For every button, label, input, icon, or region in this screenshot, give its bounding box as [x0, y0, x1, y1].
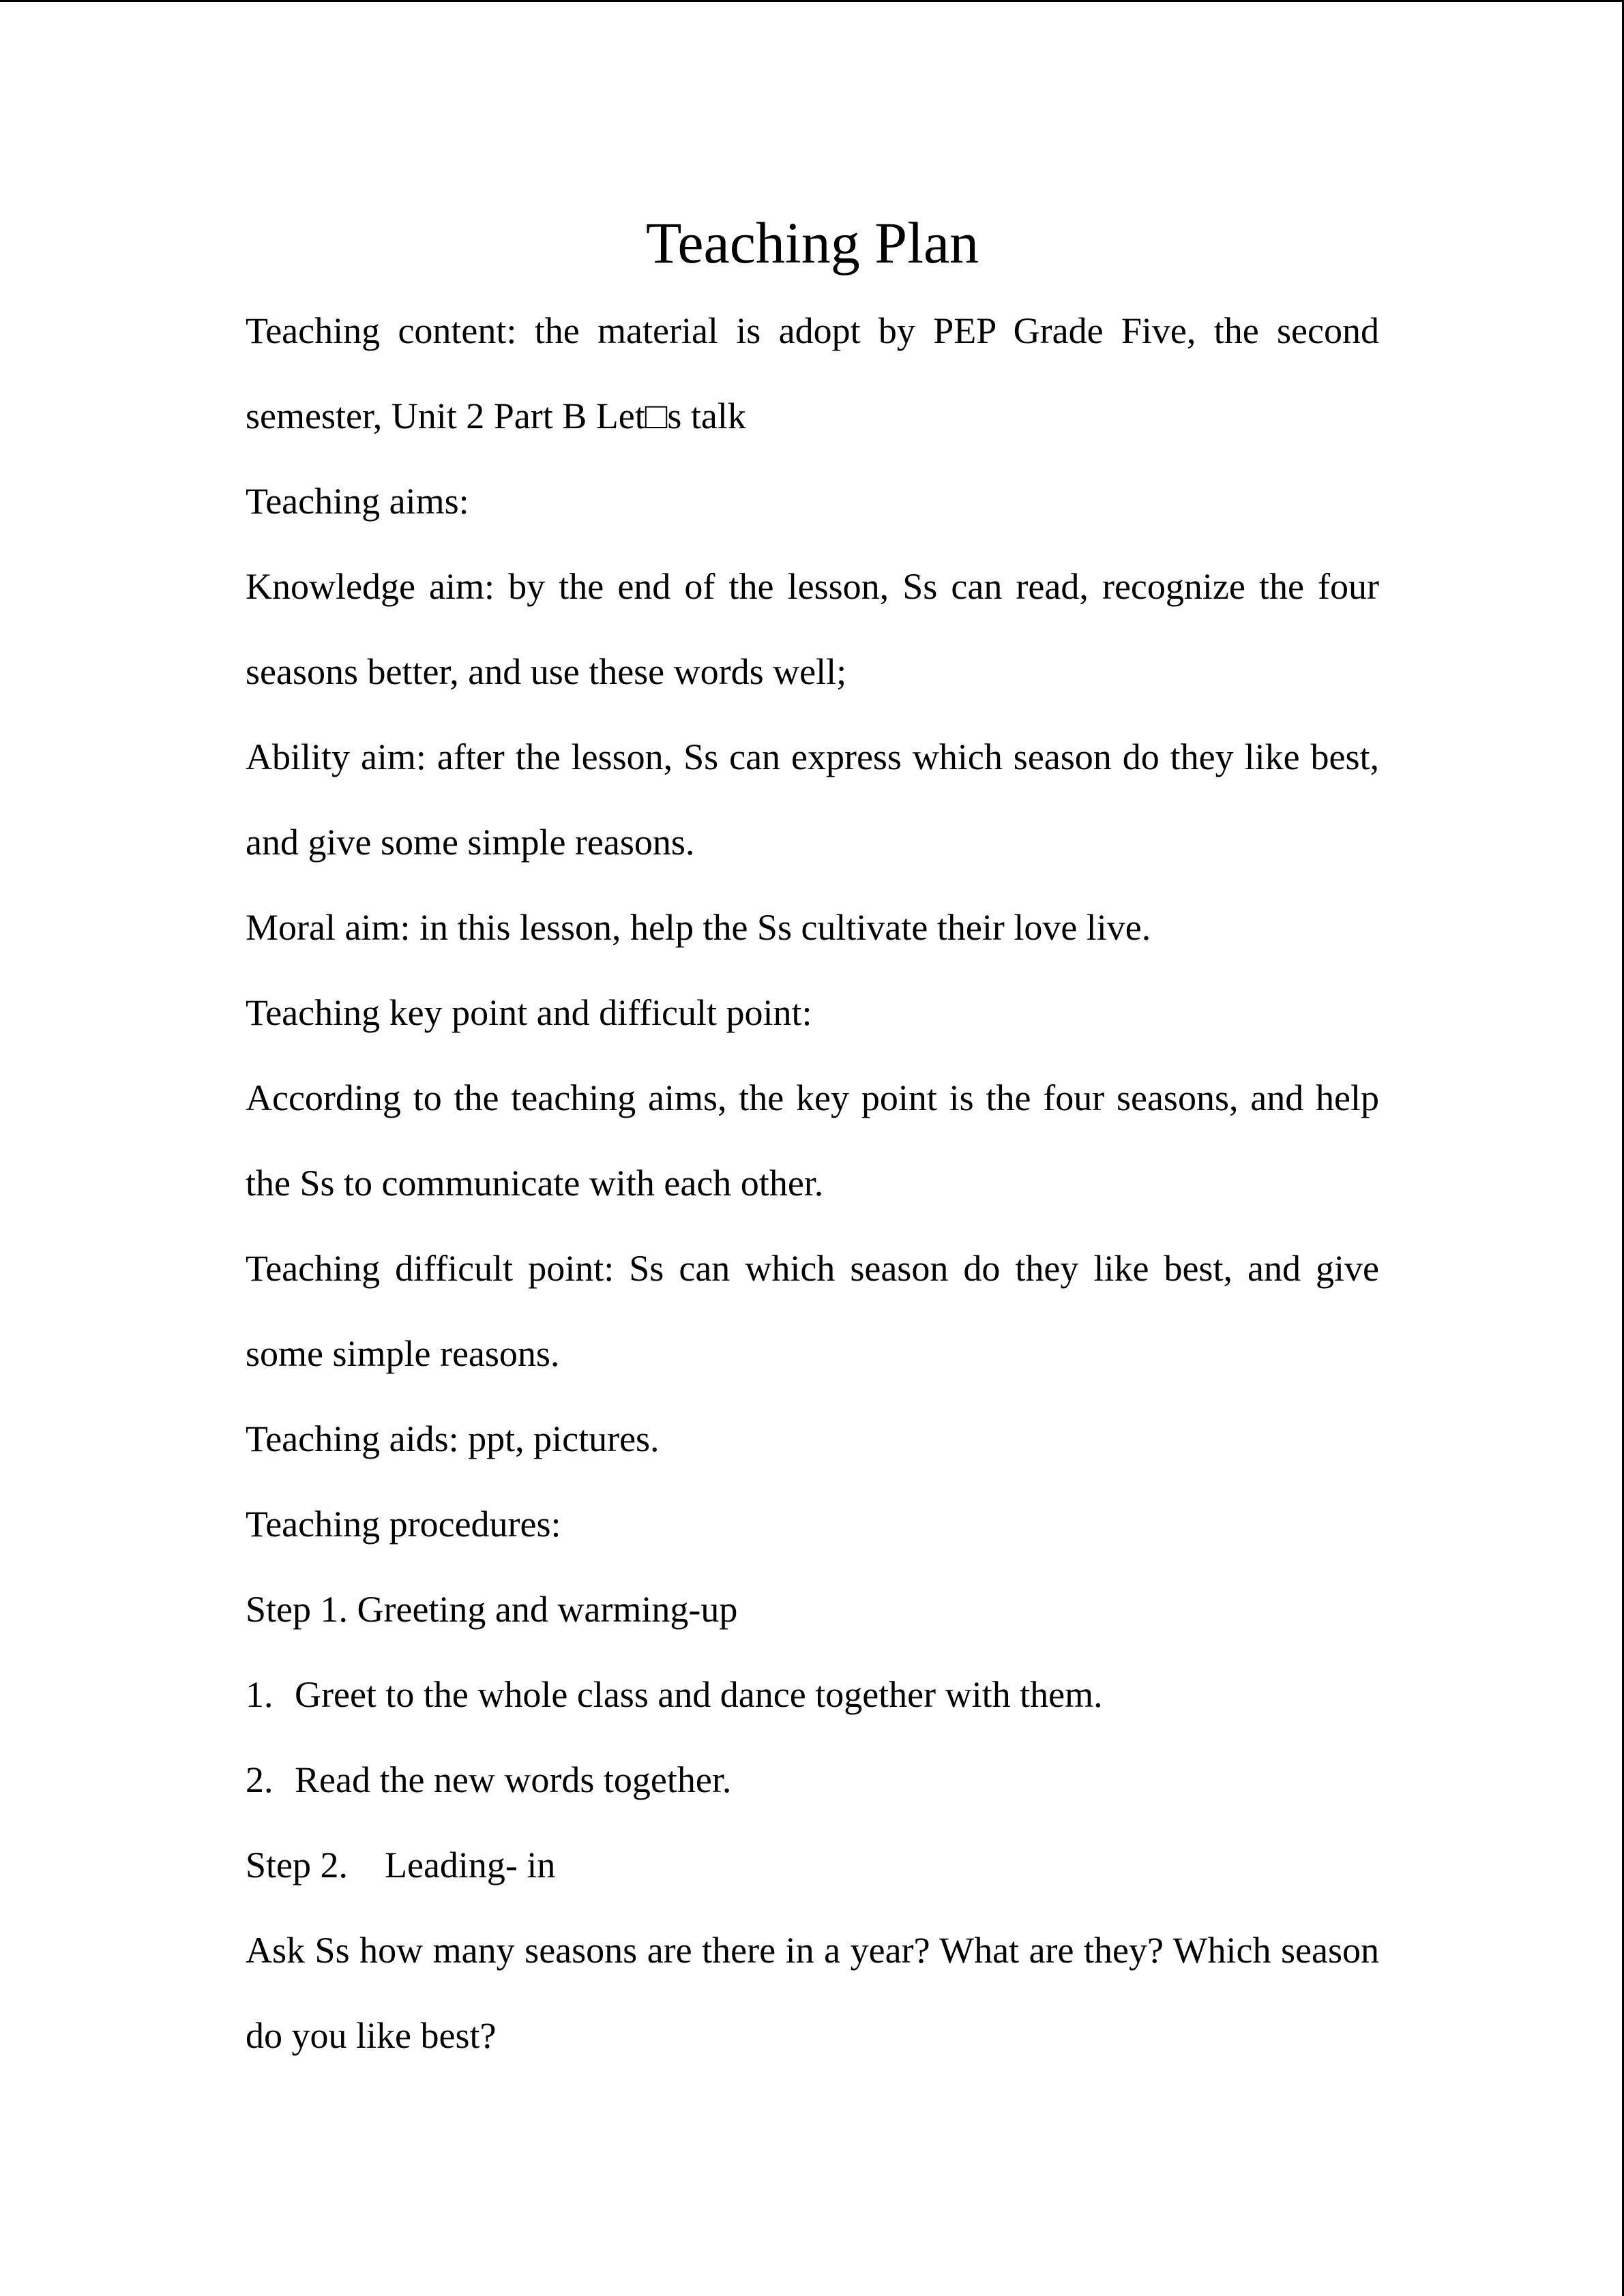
list-item-number: 1. [246, 1674, 274, 1715]
knowledge-aim-paragraph: Knowledge aim: by the end of the lesson, Ss can read, recognize the four seasons better, and use these words well; [246, 566, 1379, 692]
document-body [246, 205, 1379, 2078]
key-point-paragraph: According to the teaching aims, the key point is the four seasons, and help the Ss to communicate with each other. [246, 1077, 1379, 1204]
teaching-aids-paragraph: Teaching aids: ppt, pictures. [246, 1418, 660, 1459]
list-item-number: 2. [246, 1759, 274, 1800]
list-item [246, 1652, 1379, 1738]
list-item [246, 1738, 1379, 1823]
page-title: Teaching Plan [645, 210, 979, 275]
list-item-text: Greet to the whole class and dance together with them. [295, 1674, 1103, 1715]
moral-aim-paragraph: Moral aim: in this lesson, help the Ss cultivate their love live. [246, 907, 1151, 948]
difficult-point-paragraph: Teaching difficult point: Ss can which season do they like best, and give some simple reasons. [246, 1248, 1379, 1374]
list-item-text: Read the new words together. [295, 1759, 732, 1800]
step2-paragraph: Ask Ss how many seasons are there in a year? What are they? Which season do you like best? [246, 1930, 1379, 2056]
step1-heading: Step 1. Greeting and warming-up [246, 1589, 738, 1630]
step2-heading: Step 2. Leading- in [246, 1845, 556, 1885]
teaching-content-paragraph: Teaching content: the material is adopt by PEP Grade Five, the second semester, Unit 2 Part B Let□s talk [246, 310, 1379, 436]
ability-aim-paragraph: Ability aim: after the lesson, Ss can express which season do they like best, and give some simple reasons. [246, 736, 1379, 863]
teaching-procedures-heading: Teaching procedures: [246, 1504, 561, 1545]
teaching-aims-heading: Teaching aims: [246, 481, 469, 522]
key-point-heading: Teaching key point and difficult point: [246, 992, 812, 1033]
